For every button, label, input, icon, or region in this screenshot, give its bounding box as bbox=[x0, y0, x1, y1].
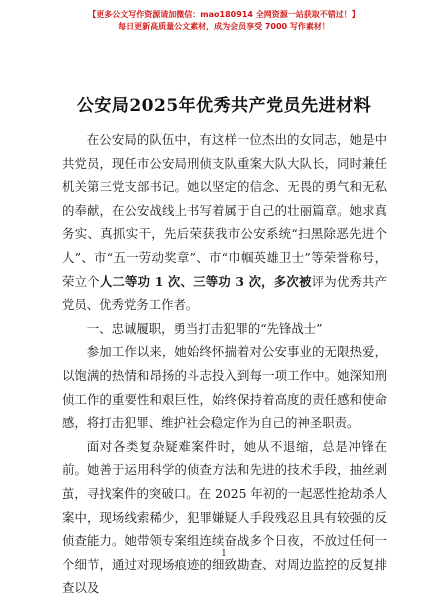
intro-text: 在公安局的队伍中，有这样一位杰出的女同志，她是中共党员，现任市公安局刑侦支队重案大队大队长，同时兼任机关第三党支部书记。她以坚定的信念、无畏的勇气和无私的奉献，在公安战线上书写着属于自己的壮丽篇章。她求真务实、真抓实干，先后荣获我市公安系统“扫黑除恶先进个人”、市“五一劳动奖章”、市“巾帼英雄卫士”等荣誉称号，荣立个 bbox=[62, 132, 387, 289]
document-title: 公安局2025年优秀共产党员先进材料 bbox=[76, 96, 372, 116]
paragraph-intro bbox=[62, 128, 387, 317]
section-heading-1: 一、忠诚履职，勇当打击犯罪的“先锋战士” bbox=[86, 320, 323, 336]
intro-text-end: 评为优秀共产党员、优秀党务工作者。 bbox=[62, 273, 388, 313]
banner-line-2: 每日更新高质量公文素材，成为会员享受 7000 写作素材！ bbox=[118, 22, 330, 31]
page-number: 1 bbox=[221, 549, 227, 559]
document-body bbox=[62, 128, 387, 600]
paragraph-3: 面对各类复杂疑难案件时，她从不退缩，总是冲锋在前。她善于运用科学的侦查方法和先进的技术手段，抽丝剥茧，寻找案件的突破口。在 2025 年初的一起恶性抢劫杀人案中，现场线索稀少，犯罪嫌疑人手段残忍且具有较强的反侦查能力。她带领专案组连续奋战多个日夜，不放过任何一个细节，通过对现场痕迹的细致勘查、对周边监控的反复排查以及 bbox=[62, 438, 387, 596]
paragraph-2: 参加工作以来，她始终怀揣着对公安事业的无限热爱，以饱满的热情和昂扬的斗志投入到每一项工作中。她深知刑侦工作的重要性和艰巨性，始终保持着高度的责任感和使命感，将打击犯罪、维护社会稳定作为自己的神圣职责。 bbox=[62, 344, 387, 431]
banner-line-1: 【更多公文写作资源请加微信：mao180914 全网资源一站获取不错过！】 bbox=[88, 10, 360, 19]
header-banner bbox=[0, 9, 448, 33]
intro-bold-text: 人二等功 1 次、三等功 3 次，多次被 bbox=[99, 273, 312, 289]
